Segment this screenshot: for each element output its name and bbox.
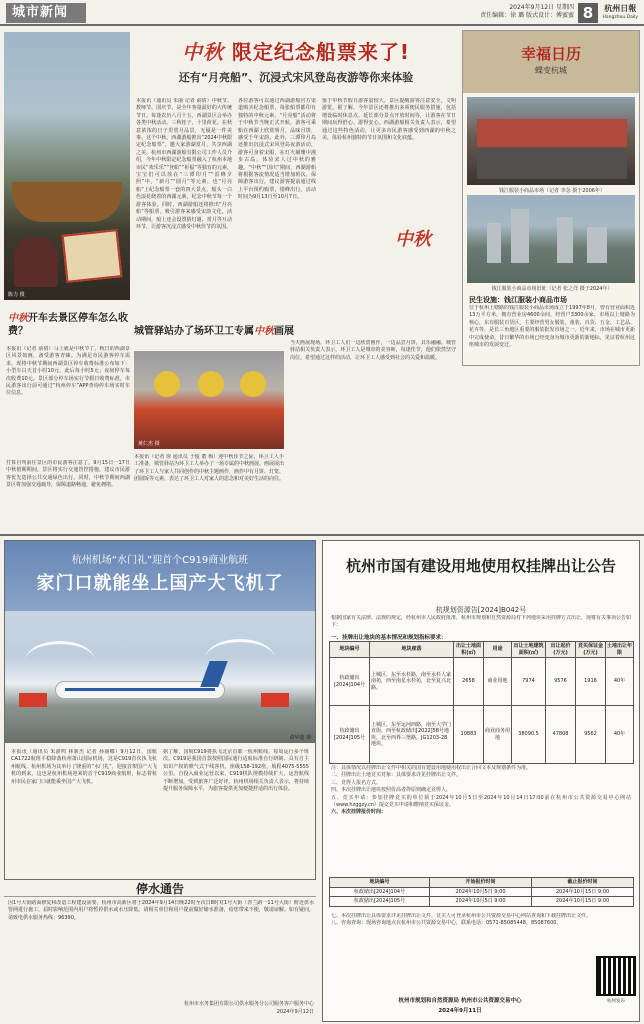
building-shape: [477, 149, 627, 179]
airplane-stripe: [65, 688, 215, 691]
table-row: [330, 887, 634, 897]
tower-shape: [587, 227, 607, 263]
scenic-kicker: 中秋: [8, 313, 28, 324]
photo-credit: 陈力 摄: [8, 292, 25, 298]
happy-calendar-box: [462, 30, 640, 366]
building-shape: [477, 119, 627, 147]
scenic-body-2: 打算自驾前往景区的市民游客注意了，9月15日一17日中秋假期期间，景区将实行交通管控措施，建议市民游客优先选择公共交通绿色出行。同时，中秋节期间西湖景区将加强交通疏导，保障道路畅通，避免拥堵。: [6, 460, 130, 489]
water-arch: [25, 641, 95, 681]
header-meta: [480, 4, 574, 20]
table-cell: 40年: [606, 706, 634, 764]
land-para: 四、本次挂牌出让地块按照价高者得原则确定竞得人。: [331, 787, 452, 794]
table-row: [330, 706, 634, 764]
paper-name-cn: 杭州日報: [604, 4, 637, 13]
plane-column-2: 据了解，国航C919将执飞北京首都一杭州航线，每周运行多个班次。C919是我国首款按照国际通行适航标准自行研制、具有自主知识产权的喷气式干线客机，座级158-192座，航程4075-5555公里。自投入商业运营以来，C919机队规模持续扩大，运营航线不断增加，受到旅客广泛好评。杭州机场相关负责人表示，将持续提升服务保障水平，为旅客提供更加便捷舒适的出行体验。: [163, 749, 309, 793]
table-cell: 杭政储出[2024]105号: [330, 897, 430, 907]
calendar-title: 幸福日历: [520, 45, 581, 63]
mid-autumn-decoration: 中秋: [395, 229, 431, 250]
ticket-sign: [62, 229, 123, 283]
plane-photo: [5, 611, 315, 743]
tower-shape: [557, 217, 573, 263]
plane-header: [5, 541, 315, 611]
table-header: 截止报价时间: [532, 878, 634, 888]
lead-title-text: 限定纪念船票来了!: [231, 40, 411, 64]
table-header-row: [330, 642, 634, 658]
lead-photo: [4, 32, 130, 300]
table-header: 出让起价(万元): [546, 642, 576, 658]
table-cell: 杭政储出[2024]105号: [330, 706, 370, 764]
paper-name-en: Hangzhou Daily: [602, 15, 638, 20]
table-cell: 上城区，东至水杉路，南至水杉人家南苑，西至南星水杉苑，北至复兴北路。: [370, 658, 454, 706]
land-paragraphs-2: [331, 913, 591, 953]
land-intro: 根据国家有关法律、法规的规定，经杭州市人民政府批准，杭州市规划和自然资源局对下列地块采用挂牌方式出让，现将有关事项公告如下：: [331, 615, 631, 629]
bid-time-table: [329, 877, 634, 907]
scenic-body: 本报讯（记者 俞倩）马上就是中秋节了，秋日的西湖景区风景如画，备受游客青睐。为满足市民游客停车需求，现将中秋节期间西湖景区停车收费标准公布如下：小型车白天首小时10元，此后每小时5元；夜间停车每次收费10元。景区部分停车场实行节假日收费标准，市民游客出行前可通过“杭州停车”APP查询停车场实时车位信息。: [6, 346, 130, 397]
plane-story-box: [4, 540, 316, 880]
land-para: 八、咨询查询：现场咨询地点在杭州市公共资源交易中心，联系电话：0571-85085448，85087600。: [331, 920, 562, 927]
land-para: 六、本次挂牌报价时间：: [331, 809, 387, 816]
boat-shape: [12, 182, 122, 222]
land-notice-box: [322, 540, 640, 1022]
table1-caption: 一、挂牌出让地块的基本情况和规划指标要求：: [331, 635, 447, 641]
land-footer: 杭州市规划和自然资源局 杭州市公共资源交易中心: [398, 998, 522, 1004]
lead-headline: [136, 36, 456, 92]
water-notice-body: 因1号大街路面修复和改造工程建设需要，杭州市高新区将于2024年9月14日晚22时至次日8时对1号大街（青兰路一11号大街）附近供水管网进行施工，届时影响范围内用户将暂停供水或水压降低。请相关单位和用户提前做好储水准备，给您带来不便，敬请谅解。如有疑问，请致电供水服务热线：96390。: [8, 900, 314, 921]
plane-photo-credit: 谭华捷 摄: [289, 735, 311, 741]
land-para: 二、挂牌出让土地竞买对象：具体要求详见挂牌出让文件。: [331, 772, 462, 779]
scenic-headline: [8, 312, 130, 338]
section-divider: [0, 534, 644, 536]
table-header: 地块编号: [330, 878, 430, 888]
helmet-shape: [240, 371, 266, 397]
lead-column-1: 本报讯（通讯员 朱丽 记者 俞倩）中秋节、教师节、国庆节，是全年客量最好的大传统节日。每逢农历八月十五，西湖景区会举办各类中秋活动。三秋桂子，十里荷花。在秋意浓浓的日子里赏月品景，无疑是一件美事。这个中秋，西湖游船推出“2024中秋限定纪念船票”，邀大家游湖赏月，共享西湖之美。杭州市西湖游船有限公司工作人员介绍，今年中秋限定纪念船票融入了杭州本地市民“欢乐乐”“登船”“祈福”等独有的元素，宝宝们可以放在“三潭印月”“雷峰夕照”中，“新月”“圆月”等元素，也“月亮船”上纪念船票一套的四大景点，船头一白色浪花绕着的西湖元素，纪念中秋节每一个游客体验。同时，西湖游船还将推出“月亮船”等船票，吸引游客来感受宋韵文化。活动期间，船上还会设置猜灯谜、赏月等互动环节，让游客沉浸式感受中秋佳节的氛围。: [136, 98, 232, 230]
lead-column-2: 各位游客可以通过西湖游船官方渠道购买纪念船票，每张船票都印有独特的中秋元素。“月亮船”活动将于中秋节当晚正式开航，游客可乘船在西湖上欣赏明月，品味月饼，感受千年宋韵。此外，三潭印月岛还推出沉浸式宋风登岛夜游活动，游客可身着宋服，在灯火阑珊中漫步古岛，体验宋人过中秋的雅趣。“中秋”“国庆”期间，西湖游船将根据客流情况适当增加班次，保障游客出行。建议游客提前通过线上平台预约购票，错峰出行。活动时间为9月13日至10月7日。: [238, 98, 316, 201]
helmet-shape: [198, 371, 224, 397]
table-header: 竞买保证金(万元): [576, 642, 606, 658]
plane-kicker: 杭州机场“水门礼”迎首个C919商业航班: [71, 555, 249, 566]
tower-shape: [487, 223, 501, 263]
lead-column-3: 鉴于中秋节假日游客量较大，景区提醒游客注意安全，文明游览。据了解，今年景区还将推出多项便民服务措施，包括增设临时休息点、延长部分景点开放时间等，让游客在节日期间玩得舒心、游得安心。西湖游船相关负责人表示，希望通过这些特色活动，让更多市民游客感受到西湖的中秋之美，体验杭州独特的节日氛围和文化底蕴。: [322, 98, 456, 142]
table-header: 用途: [484, 642, 512, 658]
editor-line: 责任编辑：徐 璐 版式设计：傅蜜蜜: [480, 12, 574, 19]
land-table: [329, 641, 634, 764]
lead-subtitle: 还有“月亮船”、沉浸式宋风登岛夜游等你来体验: [178, 71, 414, 84]
table-row: [330, 897, 634, 907]
table-cell: 9576: [546, 658, 576, 706]
land-doc-number: 杭规划资源告[2024]B042号: [435, 606, 527, 614]
land-para: 注：具体情况以挂牌出让文件中相关的国有建设用地使用权出让合同文本及规划条件为准。: [331, 765, 532, 771]
plane-column-1: 本报讯（通讯员 朱浙鸣 林新杰 记者 孙丽娜）9月12日，国航CA1722航班平稳降落杭州萧山国际机场，这是C919首次执飞杭州航线。杭州机场为其举行了隆重的“水门礼”，迎接首架国产大飞机的到来。这也是杭州机场迎来的首个C919商业航班，标志着杭州市民在家门口就能乘坐国产大飞机。: [11, 749, 157, 785]
land-para: 五、竞买申请：参加挂牌竞买的单位须于2024年10月5日至2024年10月14日17:00前在杭州市公共资源交易中心网站（www.hzggzy.cn）提交竞买申请和缴纳竞买保证金。: [331, 794, 631, 809]
table-cell: 10883: [454, 706, 484, 764]
table-cell: 2024年10月5日 9:00: [430, 897, 532, 907]
plane-title: 家门口就能坐上国产大飞机了: [36, 573, 284, 594]
table-cell: 38090.5: [512, 706, 546, 764]
calendar-section-label: 民生设施：钱江服装小商品市场: [469, 296, 567, 304]
table-cell: 7974: [512, 658, 546, 706]
calendar-body: 位于杭州上塘路的钱江服装小商品市场成立于1997年8月，曾有营业面积近13万平方米，拥有营业房4600余间，经营户3300余家，市场以上塘路为核心，东有服装百货区，主要经营男女服装、童装、百货、五金、工艺品、花卉等，是长三角地区重要的服装批发市场之一。近年来，市场在城市更新中完成使命，昔日繁华的市场已经变身为城市更新的新地标，见证着杭州这座城市的发展变迁。: [469, 305, 635, 349]
clean-headline: [134, 322, 314, 337]
table-cell: 杭政储出[2024]104号: [330, 887, 430, 897]
clean-title-kicker: 中秋: [254, 326, 274, 337]
table-cell: 商业商务用地: [484, 706, 512, 764]
clean-body: 本报讯（记者 徐 通讯员 于俊 董 梅）迎中秋佳节之际，环卫工人手工准备，城管驿站为环卫工人举办了一场专属的中秋画展。画展展出了环卫工人与家人共同创作的中秋主题画作，画作中有月饼、灯笼、团圆饭等元素，表达了环卫工人对家人的思念和对美好生活的向往。: [134, 454, 284, 483]
page-number: 8: [578, 3, 598, 23]
calendar-subtitle: 蝶变杭城: [535, 66, 567, 75]
newspaper-logo: [603, 4, 639, 22]
people-silhouette: [14, 237, 58, 287]
table-cell: 杭政储出[2024]104号: [330, 658, 370, 706]
clean-title-post: 画展: [274, 326, 294, 337]
table-header: 地块编号: [330, 642, 370, 658]
notice-date: 2024年9月12日: [276, 1009, 314, 1015]
water-notice-title: 停水通告: [135, 882, 184, 896]
scenic-title: 开车去景区停车怎么收费？: [8, 313, 128, 337]
fire-truck: [19, 693, 47, 707]
table-header: 土地出让年限: [607, 643, 633, 656]
cleaners-photo: [134, 351, 284, 449]
date-line: 2024年9月12日 星期四: [509, 4, 574, 11]
table-cell: 1916: [576, 658, 606, 706]
table-cell: 2024年10月15日 9:00: [532, 887, 634, 897]
table-cell: 2658: [454, 658, 484, 706]
lead-kicker: 中秋: [181, 40, 224, 64]
table-header: 出让土地面积(㎡): [454, 642, 484, 658]
land-para: 三、竞得人报名方式。: [331, 779, 382, 786]
land-para: 七、本次挂牌出让具体要求详见挂牌出让文件。竞买人可登录杭州市公共资源交易中心网站查询和下载挂牌出让文件。: [331, 913, 591, 919]
qr-caption: 杭州发布: [607, 999, 625, 1004]
clean-photo-credit: 黄仁杰 摄: [138, 441, 160, 447]
table-cell: 40年: [606, 658, 634, 706]
land-paragraphs: [331, 765, 631, 873]
notice-rule: [4, 896, 316, 897]
table-header: 开始报价时间: [430, 878, 532, 888]
table-header-row: [330, 878, 634, 888]
market-photo-2006: [467, 97, 635, 185]
table-cell: 2024年10月5日 9:00: [430, 887, 532, 897]
land-notice-title: 杭州市国有建设用地使用权挂牌出让公告: [345, 557, 616, 575]
section-title: 城市新闻: [6, 3, 86, 23]
table-cell: 商业用地: [484, 658, 512, 706]
table-cell: 上城区，东至运河西路，南至大学门直街，西至杭政储出[2022]58号地块，北至西界三堡路，JG1203-28地块。: [370, 706, 454, 764]
table-cell: 9562: [576, 706, 606, 764]
table-cell: 2024年10月15日 9:00: [532, 897, 634, 907]
market-photo-2024: [467, 195, 635, 283]
table-row: [330, 658, 634, 706]
land-footer-date: 2024年9月11日: [438, 1008, 482, 1014]
page-header: [0, 0, 644, 26]
calendar-header: [463, 31, 639, 93]
photo-caption-1: 钱江服装小商品市场（记者 李念 摄于2006年）: [499, 188, 605, 194]
clean-body-2: 当天画展现场，环卫工人们一边欣赏画作，一边品尝月饼，其乐融融。城管驿站相关负责人表示，环卫工人是城市的美容师，每逢佳节，他们依然坚守岗位。希望通过这样的活动，让环卫工人感受到社会的关爱和温暖。: [290, 340, 456, 361]
table-header: 出让土地建筑面积(㎡): [513, 643, 544, 656]
fire-truck: [261, 693, 289, 707]
table-header: 地块座落: [370, 642, 454, 658]
qr-code: [596, 956, 636, 996]
helmet-shape: [154, 371, 180, 397]
lead-title: [136, 36, 456, 65]
clean-title-pre: 城管驿站办了场环卫工专属: [134, 326, 254, 337]
table-cell: 47808: [546, 706, 576, 764]
tower-shape: [511, 209, 529, 263]
photo-caption-2: 钱江服装小商品市场旧址（记者 张之洋 摄于2024年）: [491, 286, 613, 292]
notice-signer: 杭州市水务集团有限公司供水服务分公司服务客户服务中心: [183, 1001, 314, 1007]
